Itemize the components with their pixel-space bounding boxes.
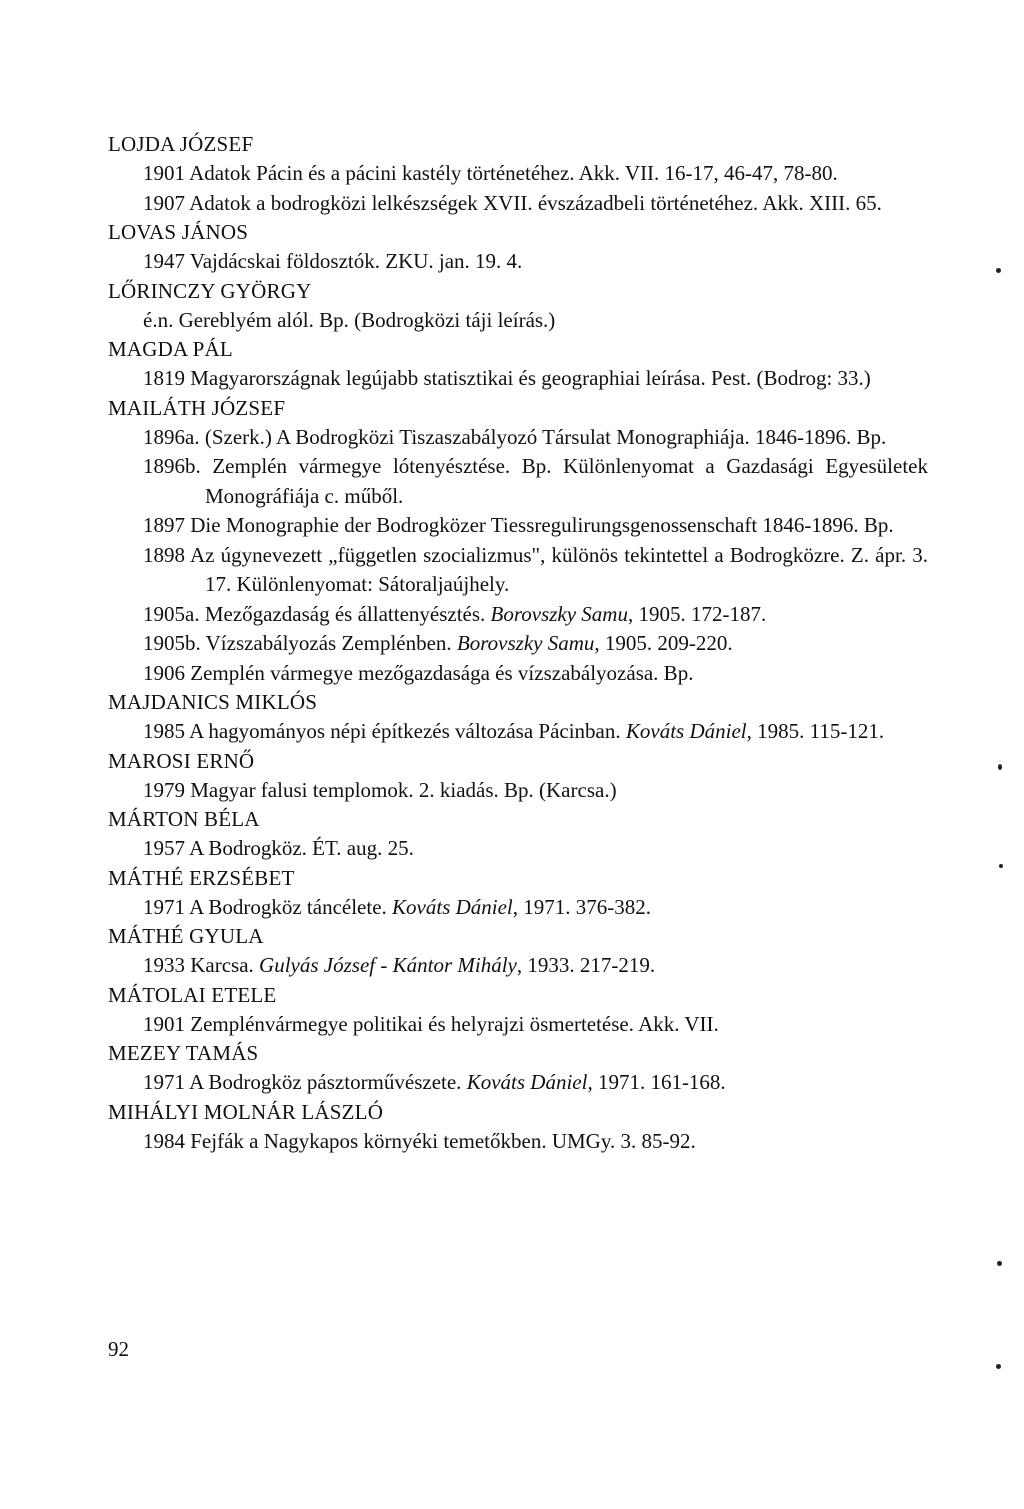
- author-heading: MAROSI ERNŐ: [108, 748, 255, 773]
- author-heading: MIHÁLYI MOLNÁR LÁSZLÓ: [108, 1099, 384, 1124]
- scan-speck: [998, 764, 1002, 770]
- bibliography-entry: [143, 717, 928, 747]
- author-heading: MAGDA PÁL: [108, 337, 233, 361]
- author-heading: MÁRTON BÉLA: [108, 807, 260, 831]
- bibliography-entry: [143, 423, 928, 453]
- entry-text: , 1905. 172-187.: [627, 601, 767, 626]
- entry-text: 1971 A Bodrogköz táncélete.: [143, 894, 393, 919]
- scan-speck: [996, 268, 1001, 273]
- bibliography-entry: [143, 951, 928, 981]
- entry-text: 1901 Adatok Pácin és a pácini kastély történetéhez. Akk. VII. 16-17, 46-47, 78-80.: [143, 161, 838, 185]
- page-number: 92: [108, 1337, 129, 1361]
- bibliography-entry: [143, 159, 928, 189]
- entry-text: 1819 Magyarországnak legújabb statisztikai és geographiai leírása. Pest. (Bodrog: 33.): [143, 366, 871, 390]
- entry-text: 1897 Die Monographie der Bodrogközer Tiessregulirungsgenossenschaft 1846-1896. Bp.: [143, 513, 894, 537]
- author-heading: LŐRINCZY GYÖRGY: [108, 278, 312, 303]
- scan-speck: [999, 864, 1003, 868]
- scan-speck: [996, 1364, 1001, 1369]
- bibliography-entry: [143, 776, 928, 806]
- entry-text: 1957 A Bodrogköz. ÉT. aug. 25.: [143, 836, 414, 860]
- entry-text: 1971 A Bodrogköz pásztorművészete.: [143, 1070, 467, 1094]
- entry-text: 1901 Zemplénvármegye politikai és helyrajzi ösmertetése. Akk. VII.: [143, 1011, 719, 1036]
- entry-text: 1933 Karcsa.: [143, 953, 260, 977]
- bibliography-entry: [143, 629, 928, 659]
- entry-text: 1896b. Zemplén vármegye lótenyésztése. Bp. Különlenyomat a Gazdasági Egyesületek Monográfiája c. műből.: [143, 454, 928, 508]
- entry-text: 1898 Az úgynevezett „független szocializmus", különös tekintettel a Bodrogközre. Z. ápr. 3. 17. Különlenyomat: Sátoraljaújhely.: [143, 542, 928, 596]
- bibliography-entry: [143, 247, 928, 277]
- entry-text: 1984 Fejfák a Nagykapos környéki temetőkben. UMGy. 3. 85-92.: [143, 1128, 696, 1153]
- entry-text: , 1971. 376-382.: [512, 894, 652, 919]
- bibliography-entry: [143, 541, 928, 600]
- source-title: Borovszky Samu: [456, 631, 595, 655]
- author-heading: MÁTHÉ ERZSÉBET: [108, 865, 295, 890]
- source-title: Kováts Dániel: [625, 719, 747, 743]
- entry-text: 1979 Magyar falusi templomok. 2. kiadás. Bp. (Karcsa.): [143, 777, 617, 802]
- entry-text: é.n. Gereblyém alól. Bp. (Bodrogközi táji leírás.): [143, 307, 556, 332]
- bibliography-entry: [143, 659, 928, 689]
- bibliography-entry: [143, 1010, 928, 1040]
- entry-text: 1905b. Vízszabályozás Zemplénben.: [143, 631, 457, 655]
- bibliography-entry: [143, 189, 928, 219]
- bibliography-entry: [143, 1127, 928, 1157]
- entry-text: , 1971. 161-168.: [587, 1070, 726, 1094]
- bibliography-entry: [143, 834, 928, 864]
- author-heading: LOJDA JÓZSEF: [108, 132, 254, 156]
- bibliography-entry: [143, 364, 928, 394]
- author-heading: MAJDANICS MIKLÓS: [108, 690, 318, 714]
- bibliography-list: [108, 130, 928, 1156]
- source-title: Kováts Dániel: [466, 1070, 588, 1094]
- entry-text: 1985 A hagyományos népi építkezés változása Pácinban.: [143, 719, 626, 743]
- source-title: Kováts Dániel: [392, 894, 513, 919]
- author-heading: MÁTOLAI ETELE: [108, 982, 277, 1007]
- entry-text: , 1933. 217-219.: [516, 953, 656, 977]
- entry-text: 1896a. (Szerk.) A Bodrogközi Tiszaszabályozó Társulat Monographiája. 1846-1896. Bp.: [143, 424, 887, 449]
- entry-text: 1905a. Mezőgazdaság és állattenyésztés.: [143, 601, 491, 626]
- entry-text: 1906 Zemplén vármegye mezőgazdasága és vízszabályozása. Bp.: [143, 660, 694, 685]
- bibliography-entry: [143, 511, 928, 541]
- author-heading: MÁTHÉ GYULA: [108, 924, 264, 948]
- bibliography-entry: [143, 600, 928, 630]
- entry-text: 1907 Adatok a bodrogközi lelkészségek XVII. évszázadbeli történetéhez. Akk. XIII. 65.: [143, 190, 882, 215]
- author-heading: LOVAS JÁNOS: [108, 220, 249, 244]
- entry-text: , 1985. 115-121.: [746, 719, 885, 743]
- source-title: Borovszky Samu: [490, 601, 628, 626]
- bibliography-entry: [143, 306, 928, 336]
- entry-text: 1947 Vajdácskai földosztók. ZKU. jan. 19. 4.: [143, 249, 523, 273]
- source-title: Gulyás József - Kántor Mihály: [259, 953, 517, 977]
- entry-text: , 1905. 209-220.: [594, 631, 733, 655]
- bibliography-entry: [143, 1068, 928, 1098]
- bibliography-entry: [143, 893, 928, 923]
- author-heading: MEZEY TAMÁS: [108, 1041, 259, 1065]
- author-heading: MAILÁTH JÓZSEF: [108, 395, 286, 420]
- bibliography-entry: [143, 452, 928, 511]
- scan-speck: [997, 1261, 1002, 1266]
